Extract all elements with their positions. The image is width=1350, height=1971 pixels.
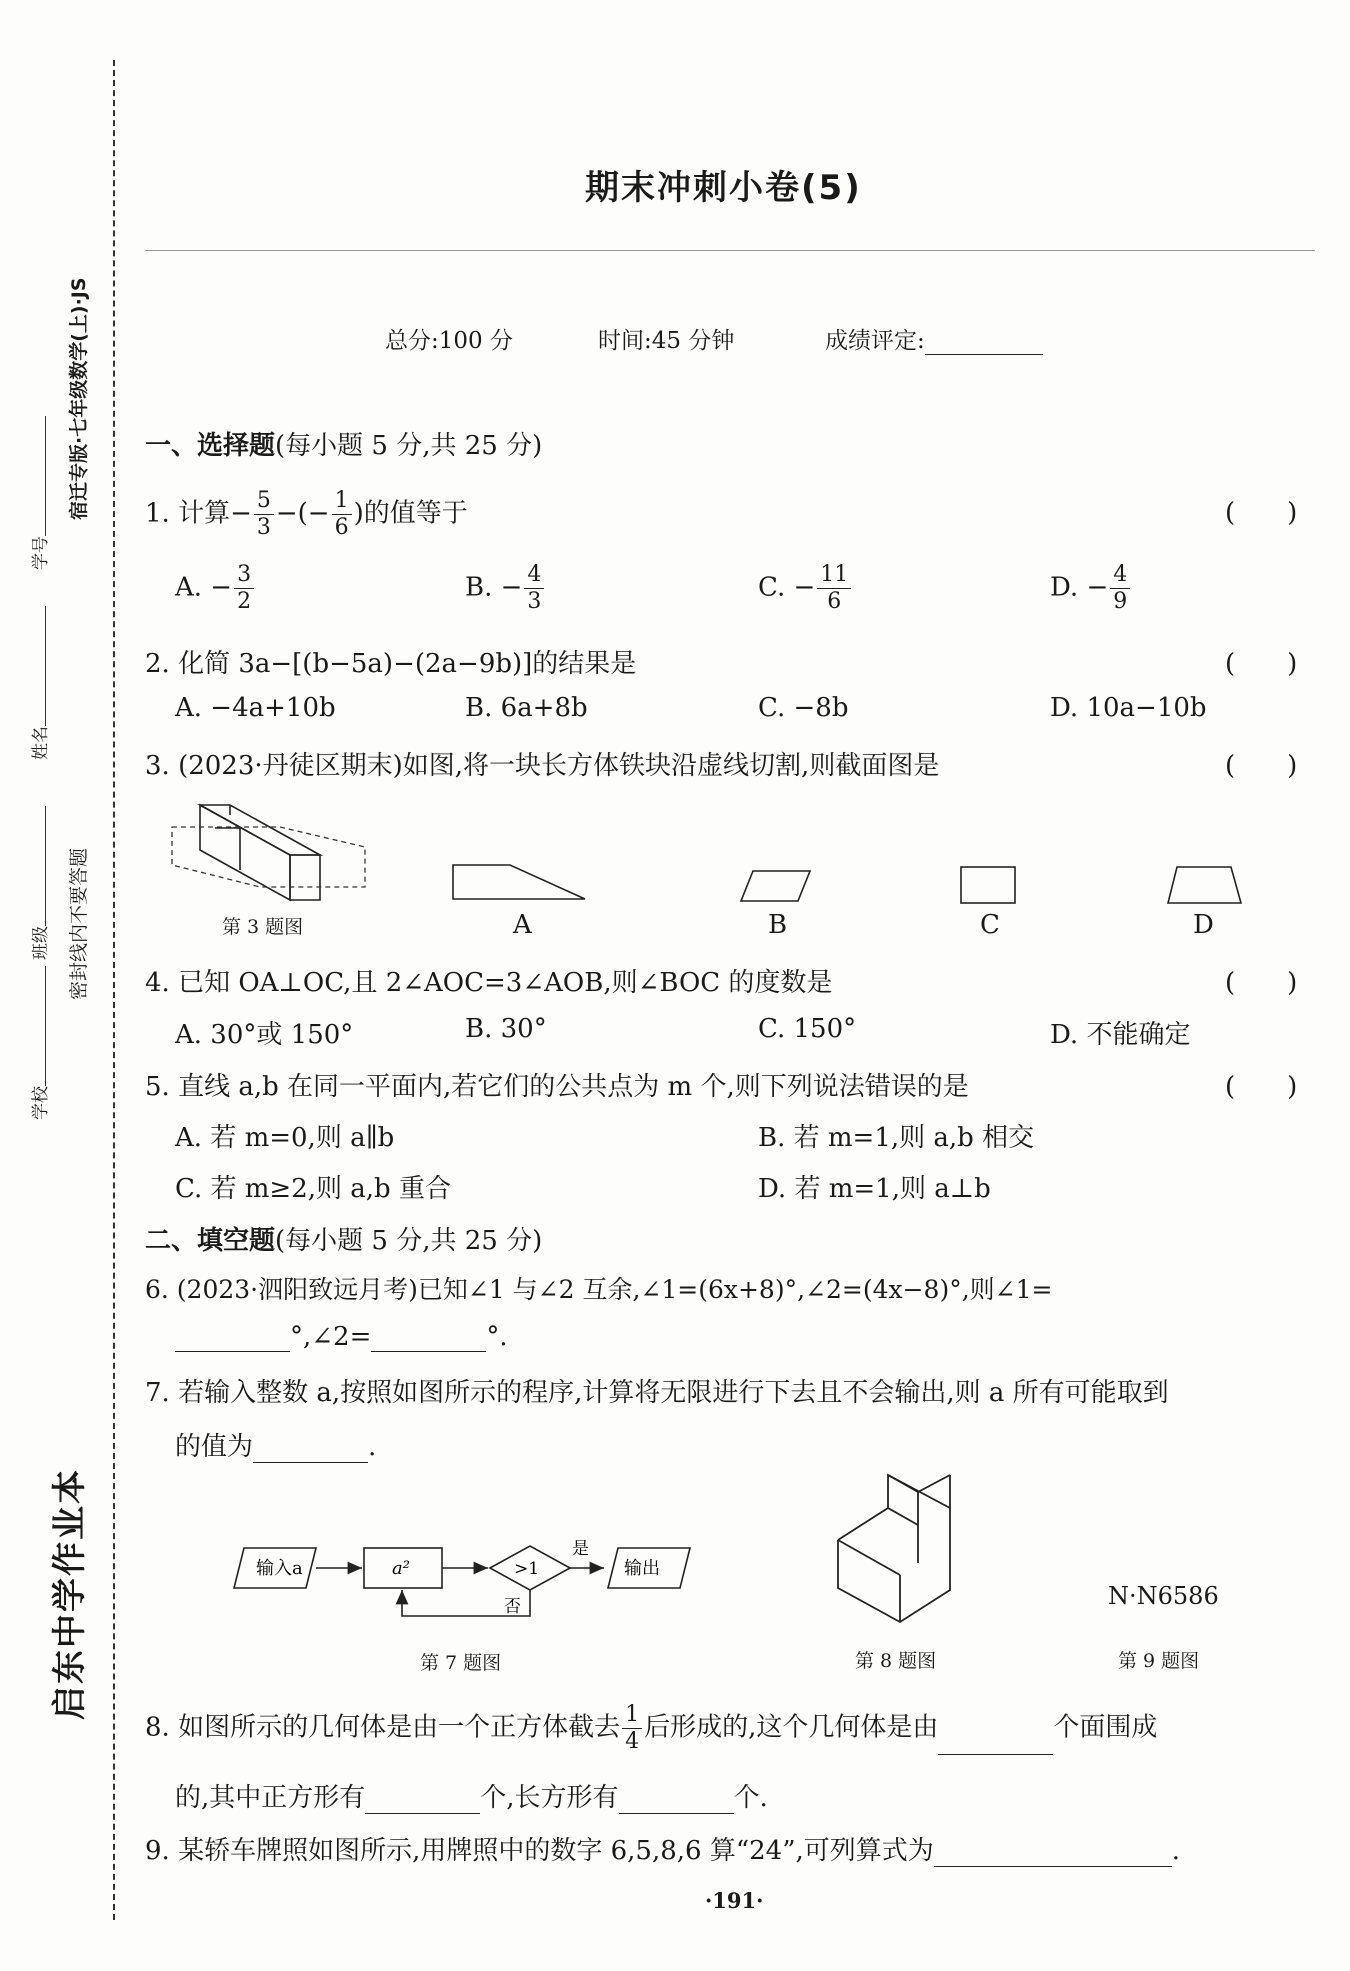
- q7-blank[interactable]: [253, 1436, 368, 1463]
- flow-yes-label: 是: [572, 1539, 589, 1559]
- seal-dashed-line: [113, 60, 115, 1920]
- cuboid-side-face: [200, 805, 290, 900]
- license-plate: N·N6586: [1108, 1582, 1219, 1610]
- q8-blank-rectangles[interactable]: [619, 1787, 734, 1814]
- q4-option-c: C. 150°: [758, 1014, 857, 1044]
- page-title: 期末冲刺小卷(5): [585, 168, 862, 208]
- q2-option-c: C. −8b: [758, 693, 849, 723]
- q1-option-a: A. − $\frac{3}{2}$: [175, 562, 256, 615]
- q2-option-b: B. 6a+8b: [465, 693, 588, 723]
- q5-option-c: C. 若 m≥2,则 a,b 重合: [175, 1174, 451, 1204]
- q3-figure-caption: 第 3 题图: [222, 916, 304, 938]
- q4-option-b: B. 30°: [465, 1014, 547, 1044]
- time-limit: 时间:45 分钟: [598, 328, 735, 354]
- q8-line2: 的,其中正方形有 个,长方形有 个.: [175, 1783, 768, 1813]
- q5-option-a: A. 若 m=0,则 a∥b: [175, 1123, 395, 1153]
- q3-option-c-label: C: [980, 910, 1000, 940]
- brand: 启东中学作业本: [50, 1468, 90, 1720]
- q3-stem: 3. (2023·丹徒区期末)如图,将一块长方体铁块沿虚线切割,则截面图是: [145, 751, 940, 781]
- q3-option-a-shape: [450, 862, 590, 902]
- q9-figure-caption: 第 9 题图: [1118, 1650, 1200, 1672]
- page-number: ·191·: [705, 1888, 764, 1913]
- field-no: 学号: [26, 416, 51, 570]
- q3-option-d-shape: [1165, 864, 1245, 906]
- q6-blank-angle2[interactable]: [371, 1325, 486, 1352]
- q1-stem: 1. 计算− $\frac{5}{3}$ −(− $\frac{1}{6}$ )的值等于: [145, 488, 468, 540]
- book-label: 宿迁专版·七年级数学(上)·JS: [68, 277, 90, 520]
- q1-answer-paren: ( ): [1225, 498, 1298, 528]
- section-1-heading: 一、选择题(每小题 5 分,共 25 分): [145, 431, 543, 461]
- q4-option-d: D. 不能确定: [1050, 1020, 1191, 1050]
- q4-option-a: A. 30°或 150°: [175, 1020, 354, 1050]
- q5-answer-paren: ( ): [1225, 1072, 1298, 1102]
- q7-stem: 7. 若输入整数 a,按照如图所示的程序,计算将无限进行下去且不会输出,则 a 所有可能取到: [145, 1378, 1169, 1408]
- q3-option-b-shape: [738, 868, 814, 904]
- q4-stem: 4. 已知 OA⊥OC,且 2∠AOC=3∠AOB,则∠BOC 的度数是: [145, 968, 833, 998]
- q8-figure-caption: 第 8 题图: [855, 1650, 937, 1672]
- q5-stem: 5. 直线 a,b 在同一平面内,若它们的公共点为 m 个,则下列说法错误的是: [145, 1072, 969, 1102]
- q6-blank-angle1[interactable]: [175, 1325, 290, 1352]
- flow-output-label: 输出: [624, 1558, 660, 1579]
- q7-line2: 的值为 .: [175, 1432, 377, 1462]
- q8-blank-squares[interactable]: [365, 1787, 480, 1814]
- seal-note: 密封线内不要答题: [68, 847, 90, 1000]
- q4-answer-paren: ( ): [1225, 968, 1298, 998]
- q2-stem: 2. 化简 3a−[(b−5a)−(2a−9b)]的结果是: [145, 649, 637, 679]
- q3-answer-paren: ( ): [1225, 751, 1298, 781]
- q3-cuboid-figure: [170, 795, 370, 915]
- q6-stem: 6. (2023·泗阳致远月考)已知∠1 与∠2 互余,∠1=(6x+8)°,∠2=(4x−8)°,则∠1=: [145, 1275, 1053, 1304]
- field-class: 班级: [26, 806, 51, 960]
- flow-square-label: a²: [392, 1558, 410, 1579]
- cuboid-top-face: [200, 805, 320, 855]
- flow-input-label: 输入a: [256, 1558, 303, 1579]
- q5-option-b: B. 若 m=1,则 a,b 相交: [758, 1123, 1035, 1153]
- q9-stem: 9. 某轿车牌照如图所示,用牌照中的数字 6,5,8,6 算“24”,可列算式为 .: [145, 1836, 1181, 1866]
- q8-solid-figure: [830, 1470, 970, 1630]
- q3-option-b-label: B: [768, 910, 788, 940]
- q9-blank[interactable]: [934, 1840, 1172, 1867]
- field-school: 学校: [26, 966, 51, 1120]
- q5-option-d: D. 若 m=1,则 a⊥b: [758, 1174, 991, 1204]
- flow-cond-label: >1: [514, 1559, 540, 1579]
- q8-blank-faces[interactable]: [938, 1728, 1053, 1755]
- q3-option-c-shape: [958, 864, 1018, 906]
- q2-answer-paren: ( ): [1225, 649, 1298, 679]
- q6-blanks: °,∠2= °.: [175, 1322, 508, 1352]
- q3-option-d-label: D: [1193, 910, 1214, 940]
- q8-stem: 8. 如图所示的几何体是由一个正方体截去 $\frac{1}{4}$ 后形成的,这个几何体是由 个面围成: [145, 1702, 1158, 1754]
- q1-option-b: B. − $\frac{4}{3}$: [465, 562, 546, 615]
- q1-option-d: D. − $\frac{4}{9}$: [1050, 562, 1132, 615]
- q7-figure-caption: 第 7 题图: [420, 1652, 502, 1674]
- q2-option-d: D. 10a−10b: [1050, 693, 1207, 723]
- q2-option-a: A. −4a+10b: [175, 693, 336, 723]
- field-name: 姓名: [26, 606, 51, 760]
- cuboid-front-face: [290, 855, 320, 900]
- section-2-heading: 二、填空题(每小题 5 分,共 25 分): [145, 1226, 543, 1256]
- cut-plane-dashed: [172, 827, 365, 887]
- grade-field: 成绩评定:: [825, 322, 1043, 355]
- title-divider: [145, 250, 1315, 251]
- q1-option-c: C. − $\frac{11}{6}$: [758, 562, 853, 615]
- q7-flowchart: [232, 1528, 702, 1628]
- q3-option-a-label: A: [513, 910, 532, 940]
- flow-no-label: 否: [504, 1597, 521, 1617]
- total-score: 总分:100 分: [385, 328, 513, 354]
